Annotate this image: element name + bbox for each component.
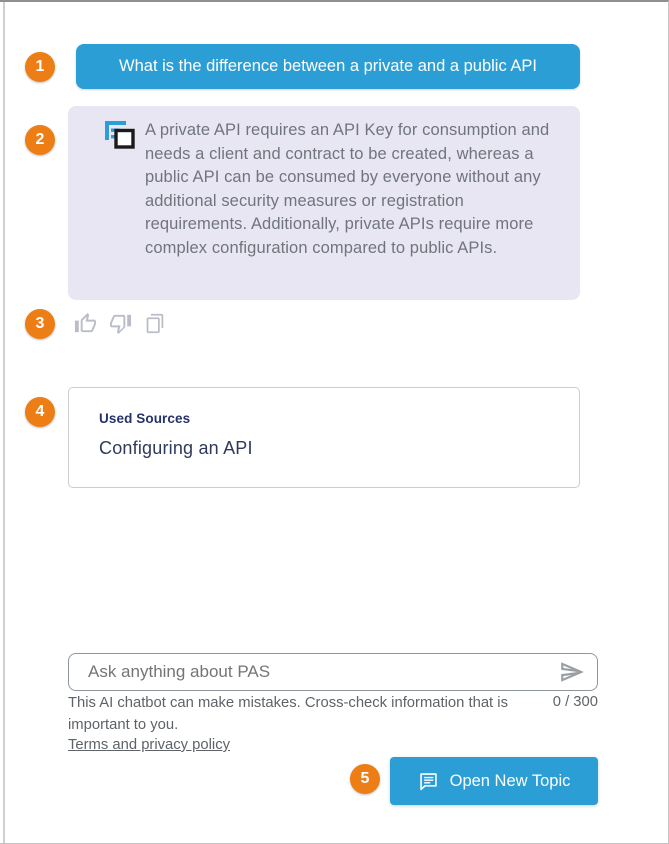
- step-badge-4: 4: [25, 397, 55, 427]
- open-new-topic-label: Open New Topic: [449, 771, 571, 790]
- send-button[interactable]: [559, 659, 585, 685]
- thumb-down-button[interactable]: [109, 311, 133, 335]
- step-badge-1: 1: [25, 52, 55, 82]
- char-counter: 0 / 300: [552, 694, 598, 710]
- open-new-topic-button[interactable]: [390, 757, 598, 805]
- composer-footer: [68, 693, 598, 736]
- copy-button[interactable]: [144, 311, 168, 335]
- message-input[interactable]: [86, 661, 559, 683]
- step-badge-5: 5: [350, 764, 380, 794]
- send-icon: [559, 673, 585, 688]
- copy-icon: [144, 313, 168, 334]
- panel-left-divider: [3, 2, 5, 843]
- bot-message-bubble: [68, 106, 580, 300]
- message-input-container: [68, 653, 598, 691]
- terms-privacy-link[interactable]: Terms and privacy policy: [68, 737, 230, 753]
- step-badge-2: 2: [25, 125, 55, 155]
- used-sources-card: [68, 387, 580, 488]
- disclaimer-text: This AI chatbot can make mistakes. Cross-check information that is important to you.: [68, 695, 508, 733]
- bot-message-text: A private API requires an API Key for consumption and needs a client and contract to be created, whereas a public API can be consumed by everyone without any additional security measures or registration requirements. Additionally, private APIs require more complex configuration compared to public APIs.: [145, 121, 550, 257]
- chat-bubble-icon: [418, 771, 439, 792]
- user-message-bubble: [76, 44, 580, 89]
- thumb-up-button[interactable]: [74, 311, 98, 335]
- feedback-toolbar: [74, 311, 168, 335]
- thumb-up-icon: [74, 312, 98, 335]
- user-message-text: What is the difference between a private and a public API: [119, 57, 537, 75]
- used-sources-title: Used Sources: [99, 411, 191, 426]
- step-badge-3: 3: [25, 309, 55, 339]
- thumb-down-icon: [109, 312, 133, 335]
- source-link-configuring-an-api[interactable]: Configuring an API: [99, 438, 253, 458]
- bot-logo-icon: [105, 121, 136, 149]
